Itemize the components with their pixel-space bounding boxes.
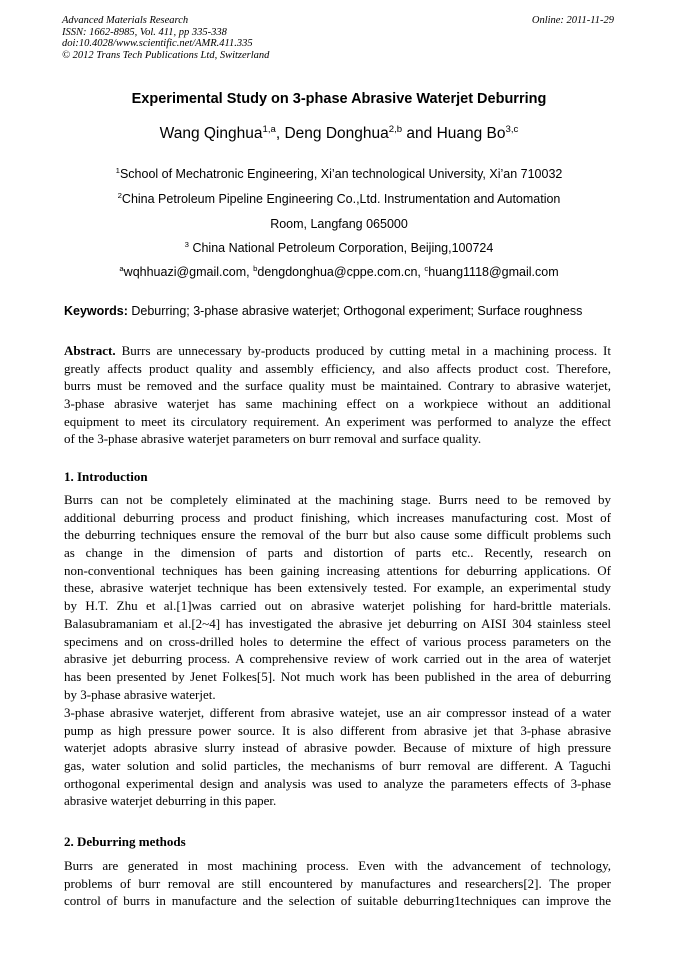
text-line: Balasubramaniam et al.[2~4] has investigated the abrasive jet deburring on AISI 304 stainless steel bbox=[64, 615, 611, 631]
text-line: has been presented by Jenet Folkes[5]. Not much work has been published in the area of deburring bbox=[64, 668, 611, 684]
affiliation-2 bbox=[0, 192, 678, 206]
text-line: by H.T. Zhu et al.[1]was carried out on abrasive waterjet polishing for hard-brittle materials. bbox=[64, 598, 611, 614]
keywords-label: Keywords: bbox=[64, 304, 128, 318]
text-line: abrasive jet deburring process. A comprehensive review of work carried out in the area of waterjet bbox=[64, 651, 611, 667]
text-line: of the 3-phase abrasive waterjet parameters on burr removal and surface quality. bbox=[64, 431, 482, 447]
author-name: Deng Donghua bbox=[284, 125, 389, 142]
copyright-line: © 2012 Trans Tech Publications Ltd, Switzerland bbox=[62, 49, 270, 61]
section-heading: 1. Introduction bbox=[64, 469, 148, 484]
online-date: Online: 2011-11-29 bbox=[531, 15, 614, 26]
keywords bbox=[64, 304, 582, 318]
text-line bbox=[64, 342, 611, 360]
author-superscript: 2,b bbox=[388, 124, 403, 136]
journal-header bbox=[62, 15, 269, 61]
text-line: greatly affects product quality and assembly efficiency, and also affects product cost. Therefore, bbox=[64, 360, 611, 376]
affiliation-text: School of Mechatronic Engineering, Xi’an technological University, Xi’an 710032 bbox=[119, 167, 563, 181]
text-line: these, abrasive waterjet technique has been extensively tested. For example, an experimental study bbox=[64, 580, 611, 596]
email-link[interactable]: huang1118@gmail.com bbox=[428, 265, 559, 279]
text-line: equipment to meet its circulatory requirement. An experiment was performed to analyze the effect bbox=[64, 413, 611, 429]
affiliation-text: China Petroleum Pipeline Engineering Co.,Ltd. Instrumentation and Automation bbox=[121, 192, 561, 206]
affiliation-superscript: 3 bbox=[184, 240, 189, 250]
text-line: abrasive waterjet deburring in this paper. bbox=[64, 793, 277, 809]
email-superscript: b bbox=[253, 264, 258, 274]
text-line: orthogonal experimental design and analysis was used to analyze the parameters effects of 3-phase bbox=[64, 775, 611, 791]
affiliation-1 bbox=[0, 167, 678, 181]
email-link[interactable]: wqhhuazi@gmail.com, bbox=[123, 265, 254, 279]
text-span: Burrs are unnecessary by-products produced by cutting metal in a machining process. It bbox=[115, 343, 611, 358]
affiliation-text: China National Petroleum Corporation, Beijing,100724 bbox=[188, 241, 494, 255]
affiliation-superscript: 2 bbox=[117, 191, 122, 201]
intro-paragraph-2 bbox=[64, 704, 611, 810]
author-name: Wang Qinghua bbox=[159, 125, 263, 142]
text-line: waterjet adopts abrasive slurry instead of abrasive powder. Because of mixture of high pressure bbox=[64, 740, 611, 756]
doi-line: doi:10.4028/www.scientific.net/AMR.411.335 bbox=[62, 38, 253, 49]
text-line: as change in the dimension of parts and distortion of parts etc.. Recently, research on bbox=[64, 545, 611, 561]
affiliation-3 bbox=[0, 241, 678, 255]
text-line: 3-phase abrasive waterjet, different from abrasive watejet, use an air compressor instead of a water bbox=[64, 705, 611, 720]
text-line: non-conventional techniques has been gaining increasing attentions for deburring applications. Of bbox=[64, 562, 611, 578]
paper-title: Experimental Study on 3-phase Abrasive Waterjet Deburring bbox=[131, 91, 547, 107]
text-line: Burrs are generated in most machining process. Even with the advancement of technology, bbox=[64, 858, 611, 873]
affiliation-2-cont: Room, Langfang 065000 bbox=[270, 217, 408, 231]
text-line: pump as high pressure power source. It is also different from abrasive jet that 3-phase abrasive bbox=[64, 722, 611, 738]
author-list bbox=[0, 125, 678, 143]
author-superscript: 1,a bbox=[262, 124, 276, 136]
email-superscript: a bbox=[119, 264, 124, 274]
email-line bbox=[0, 265, 678, 279]
deburring-paragraph bbox=[64, 857, 611, 910]
intro-paragraph-1 bbox=[64, 491, 611, 703]
text-line: specimens and on cross-drilled holes to determine the effect of various process parameters on the bbox=[64, 633, 611, 649]
author-separator: , bbox=[275, 125, 285, 142]
email-superscript: c bbox=[424, 264, 429, 274]
author-separator: and bbox=[402, 125, 437, 142]
text-line: the deburring techniques ensure the removal of the burr but also cause some difficult problems such bbox=[64, 527, 611, 543]
text-line: by 3-phase abrasive waterjet. bbox=[64, 686, 216, 702]
issn-line: ISSN: 1662-8985, Vol. 411, pp 335-338 bbox=[62, 26, 227, 38]
text-line: additional deburring process and product finishing, which increases manufacturing cost. Most of bbox=[64, 509, 611, 525]
email-link[interactable]: dengdonghua@cppe.com.cn, bbox=[257, 265, 425, 279]
text-line: burrs must be removed and the surface quality must be maintained. Contrary to abrasive waterjet, bbox=[64, 378, 611, 394]
abstract bbox=[64, 342, 611, 448]
affiliation-superscript: 1 bbox=[115, 166, 120, 176]
author-name: Huang Bo bbox=[436, 125, 506, 142]
journal-name: Advanced Materials Research bbox=[62, 15, 189, 26]
text-line: problems of burr removal are still encountered by manufactures and researchers[2]. The proper bbox=[64, 875, 611, 891]
text-line: control of burrs in manufacture and the selection of suitable deburring1techniques can improve the bbox=[64, 893, 611, 909]
text-line: 3-phase abrasive waterjet has same machining effect on a workpiece without an additional bbox=[64, 396, 611, 412]
text-line: Burrs can not be completely eliminated at the machining stage. Burrs need to be removed by bbox=[64, 492, 611, 507]
text-line: gas, water solution and solid particles, the mechanisms of burr removal are different. A Taguchi bbox=[64, 758, 611, 774]
section-heading: 2. Deburring methods bbox=[64, 834, 186, 849]
abstract-label: Abstract. bbox=[64, 343, 116, 358]
keywords-text: Deburring; 3-phase abrasive waterjet; Orthogonal experiment; Surface roughness bbox=[127, 304, 583, 318]
author-superscript: 3,c bbox=[505, 124, 519, 136]
